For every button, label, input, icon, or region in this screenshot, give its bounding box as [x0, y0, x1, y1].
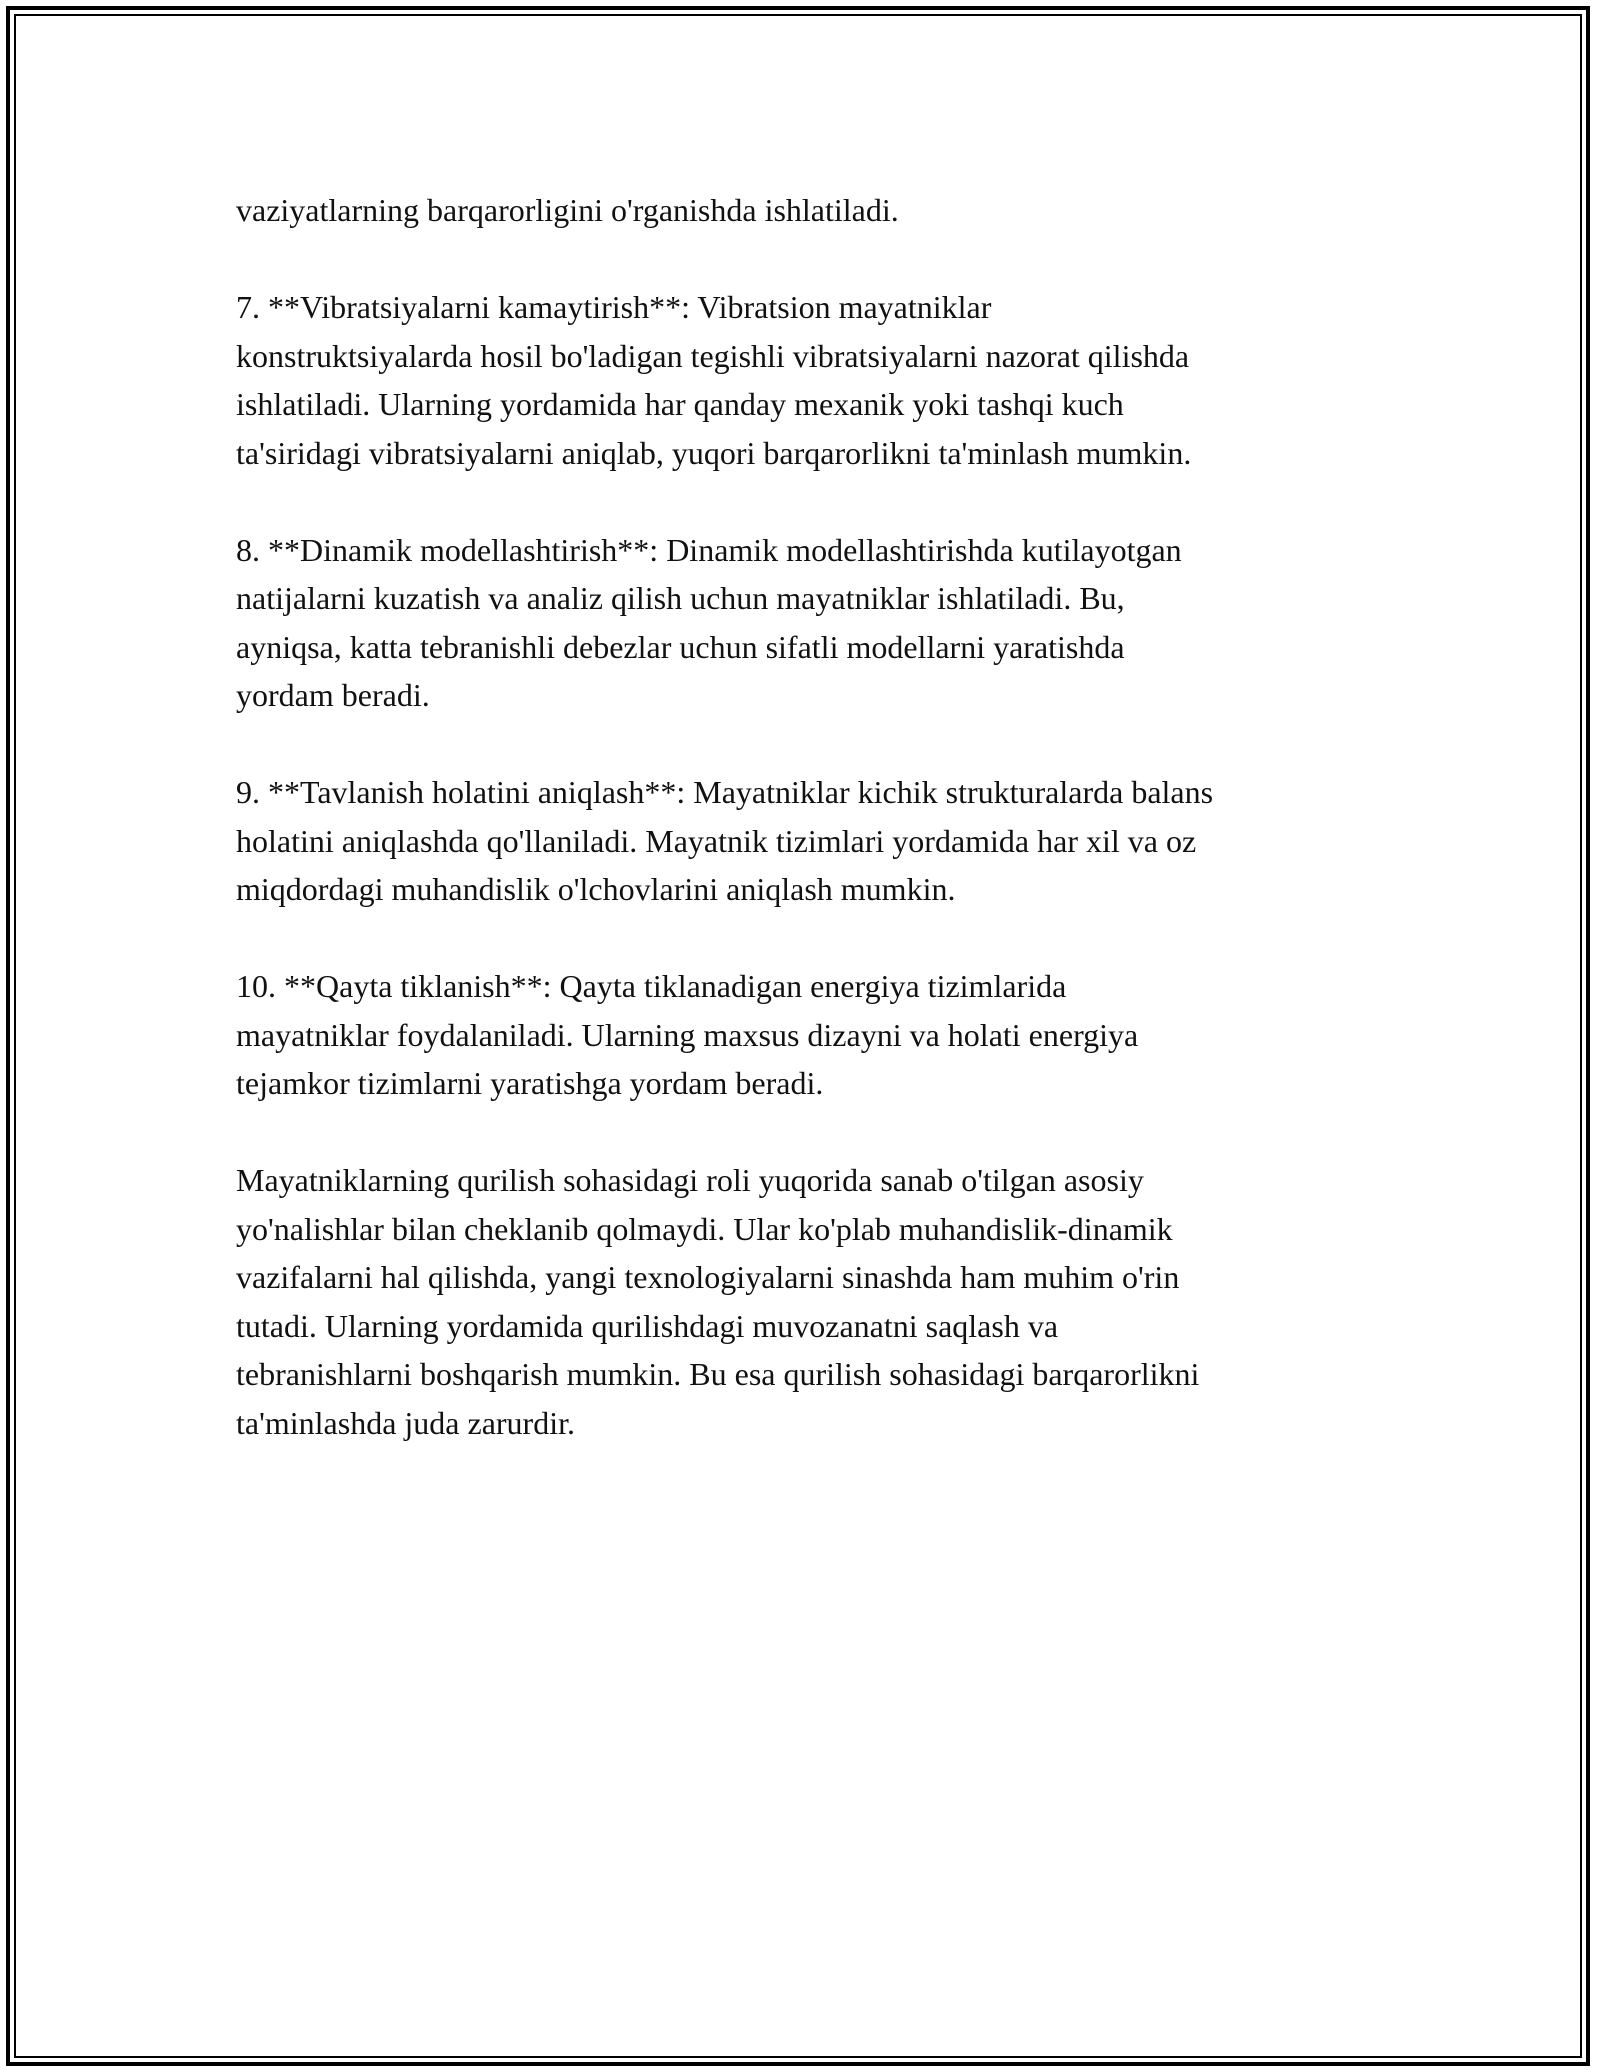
paragraph-item-10: 10. **Qayta tiklanish**: Qayta tiklanadigan energiya tizimlarida mayatniklar foydalaniladi. Ularning maxsus dizayni va holati energiya tejamkor tizimlarni yaratishga yordam beradi.: [236, 968, 1139, 1101]
paragraph-item-9: 9. **Tavlanish holatini aniqlash**: Mayatniklar kichik strukturalarda balans holatini aniqlashda qo'llaniladi. Mayatnik tizimlari yordamida har xil va oz miqdordagi muhandislik o'lchovlarini aniqlash mumkin.: [236, 774, 1214, 907]
paragraph-continuation: vaziyatlarning barqarorligini o'rganishda ishlatiladi.: [236, 192, 899, 228]
document-body: [236, 186, 1386, 1496]
paragraph-item-8: 8. **Dinamik modellashtirish**: Dinamik modellashtirishda kutilayotgan natijalarni kuzatish va analiz qilish uchun mayatniklar ishlatiladi. Bu, ayniqsa, katta tebranishli debezlar uchun sifatli modellarni yaratishda yordam beradi.: [236, 531, 1182, 713]
paragraph-item-7: 7. **Vibratsiyalarni kamaytirish**: Vibratsion mayatniklar konstruktsiyalarda hosil bo'ladigan tegishli vibratsiyalarni nazorat qilishda ishlatiladi. Ularning yordamida har qanday mexanik yoki tashqi kuch ta'siridagi vibratsiyalarni aniqlab, yuqori barqarorlikni ta'minlash mumkin.: [236, 289, 1192, 471]
paragraph-conclusion: Mayatniklarning qurilish sohasidagi roli yuqorida sanab o'tilgan asosiy yo'nalishlar bilan cheklanib qolmaydi. Ular ko'plab muhandislik-dinamik vazifalarni hal qilishda, yangi texnologiyalarni sinashda ham muhim o'rin tutadi. Ularning yordamida qurilishdagi muvozanatni saqlash va tebranishlarni boshqarish mumkin. Bu esa qurilish sohasidagi barqarorlikni ta'minlashda juda zarurdir.: [236, 1162, 1200, 1441]
